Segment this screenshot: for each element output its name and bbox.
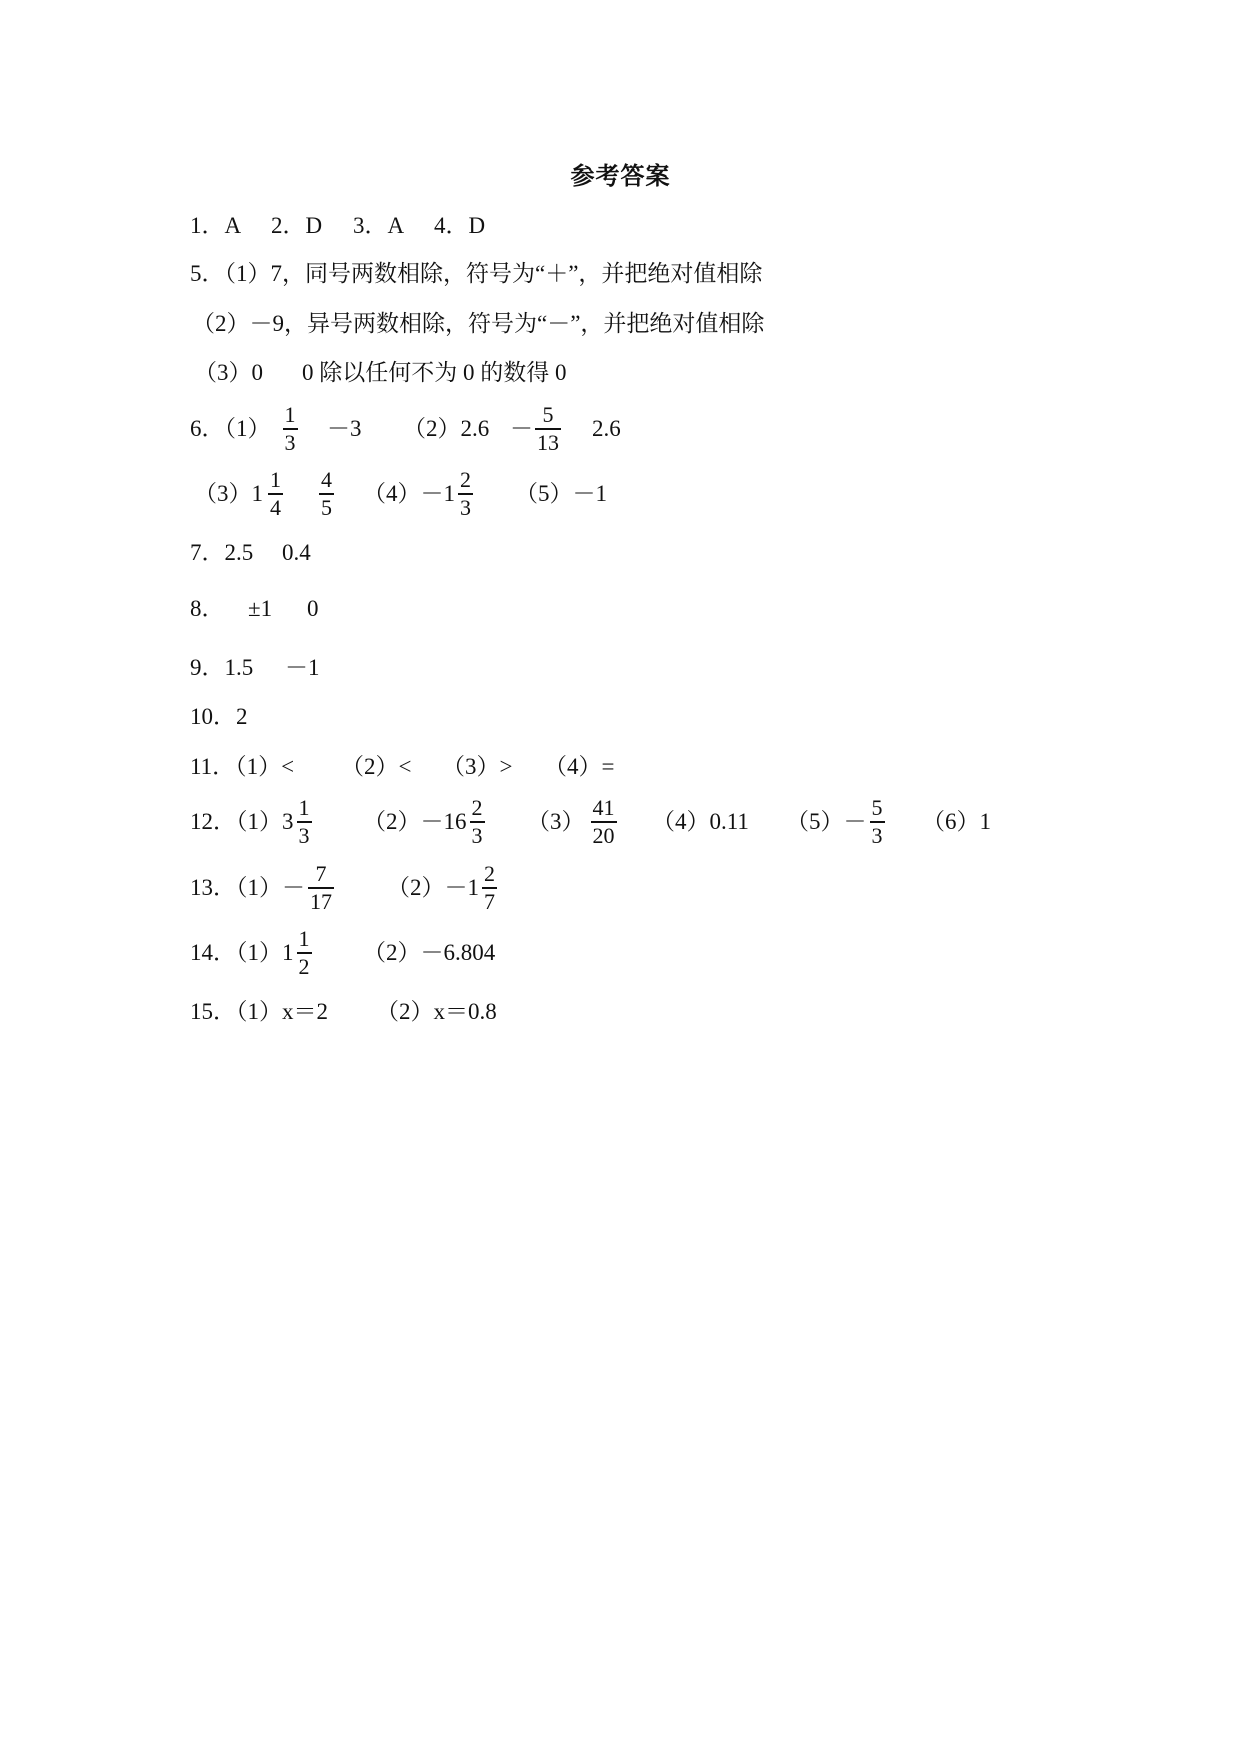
answer-3: 3．A (353, 213, 405, 238)
answer-12-part-5 (786, 794, 885, 850)
answer-6-part-1-label: 6．（1） (190, 416, 271, 441)
answer-6-part-4 (363, 466, 473, 522)
answer-9-first: 9．1.5 (190, 655, 254, 680)
fraction-numerator: 2 (460, 467, 471, 493)
fraction-numerator: 2 (471, 795, 483, 821)
answer-12-part-3-label: （3） (527, 809, 585, 834)
fraction (297, 796, 312, 848)
answer-6-part-2-third: 2.6 (592, 416, 621, 441)
answer-8-second: 0 (307, 596, 319, 621)
minus-sign: － (510, 416, 533, 441)
answer-14-part-1-label: 14．（1）1 (190, 940, 294, 965)
answer-12-part-3 (527, 794, 617, 850)
fraction-numerator: 1 (298, 926, 310, 952)
fraction-numerator: 7 (315, 861, 327, 887)
fraction-numerator: 5 (871, 795, 883, 821)
answer-13-part-1-label: 13．（1）－ (190, 875, 305, 900)
fraction (319, 468, 334, 520)
answer-6-part-3 (194, 466, 283, 522)
answer-10: 10．2 (190, 704, 248, 729)
fraction (297, 927, 312, 979)
answer-12-part-2 (363, 794, 485, 850)
answer-12-part-4: （4）0.11 (652, 809, 749, 834)
answer-15-part-1: 15．（1）x＝2 (190, 999, 328, 1024)
answer-5-part-3-reason: 0 除以任何不为 0 的数得 0 (302, 360, 567, 385)
fraction-numerator: 1 (284, 402, 296, 428)
fraction-numerator: 41 (592, 795, 615, 821)
answer-13-part-2-label: （2）－1 (387, 875, 479, 900)
fraction (268, 468, 283, 520)
fraction (308, 862, 334, 914)
fraction-denominator: 5 (321, 494, 332, 520)
fraction (870, 796, 885, 848)
answer-13-part-2 (387, 860, 497, 916)
answer-8-first: ±1 (248, 596, 273, 621)
answer-11-part-4: （4）= (544, 754, 615, 779)
answer-14-part-1 (190, 925, 312, 981)
answer-11-part-3: （3）> (442, 754, 513, 779)
answer-7-second: 0.4 (282, 540, 311, 565)
fraction-denominator: 3 (460, 494, 471, 520)
answer-12-part-1-label: 12．（1）3 (190, 809, 294, 834)
fraction-denominator: 17 (310, 888, 332, 914)
answer-6-part-1 (190, 401, 298, 457)
fraction-denominator: 3 (298, 822, 310, 848)
fraction-numerator: 2 (484, 861, 495, 887)
fraction-numerator: 4 (321, 467, 332, 493)
fraction-denominator: 7 (484, 888, 495, 914)
fraction (470, 796, 485, 848)
fraction (458, 468, 473, 520)
answer-12-part-5-label: （5）－ (786, 809, 867, 834)
answer-13-part-1 (190, 860, 334, 916)
answer-6-part-5: （5）－1 (515, 481, 607, 506)
answer-6-part-2: （2）2.6 (403, 416, 490, 441)
fraction-denominator: 20 (592, 822, 615, 848)
fraction (535, 403, 561, 455)
answer-9-second: －1 (285, 655, 320, 680)
answer-6-part-4-label: （4）－1 (363, 481, 455, 506)
answer-11-part-1: 11．（1）< (190, 754, 295, 779)
answer-5-part-1: 5．（1）7，同号两数相除，符号为“＋”，并把绝对值相除 (190, 261, 763, 286)
fraction-numerator: 1 (298, 795, 310, 821)
answer-6-part-2-second (510, 401, 561, 457)
fraction-denominator: 3 (284, 429, 296, 455)
fraction-numerator: 1 (270, 467, 281, 493)
fraction-denominator: 13 (537, 429, 559, 455)
answer-1: 1．A (190, 213, 242, 238)
answer-5-part-2: （2）－9，异号两数相除，符号为“－”，并把绝对值相除 (192, 311, 765, 336)
page-title: 参考答案 (570, 164, 671, 190)
answer-11-part-2: （2）< (341, 754, 412, 779)
answer-5-part-3: （3）0 (194, 360, 263, 385)
answer-8-number: 8． (190, 596, 225, 621)
fraction (591, 796, 617, 848)
answer-6-part-3-second (319, 466, 334, 522)
answer-14-part-2: （2）－6.804 (363, 940, 496, 965)
fraction-numerator: 5 (542, 402, 554, 428)
answer-7-first: 7．2.5 (190, 540, 254, 565)
answer-12-part-6: （6）1 (922, 809, 991, 834)
fraction (482, 862, 497, 914)
fraction-denominator: 4 (270, 494, 281, 520)
answer-6-part-1-second: －3 (327, 416, 362, 441)
answer-12-part-1 (190, 794, 312, 850)
fraction-denominator: 3 (871, 822, 883, 848)
fraction-denominator: 2 (298, 953, 310, 979)
answer-15-part-2: （2）x＝0.8 (376, 999, 497, 1024)
answer-12-part-2-label: （2）－16 (363, 809, 467, 834)
answer-4: 4．D (434, 213, 486, 238)
fraction-denominator: 3 (471, 822, 483, 848)
answer-6-part-3-label: （3）1 (194, 481, 263, 506)
answer-2: 2．D (271, 213, 323, 238)
fraction (283, 403, 298, 455)
